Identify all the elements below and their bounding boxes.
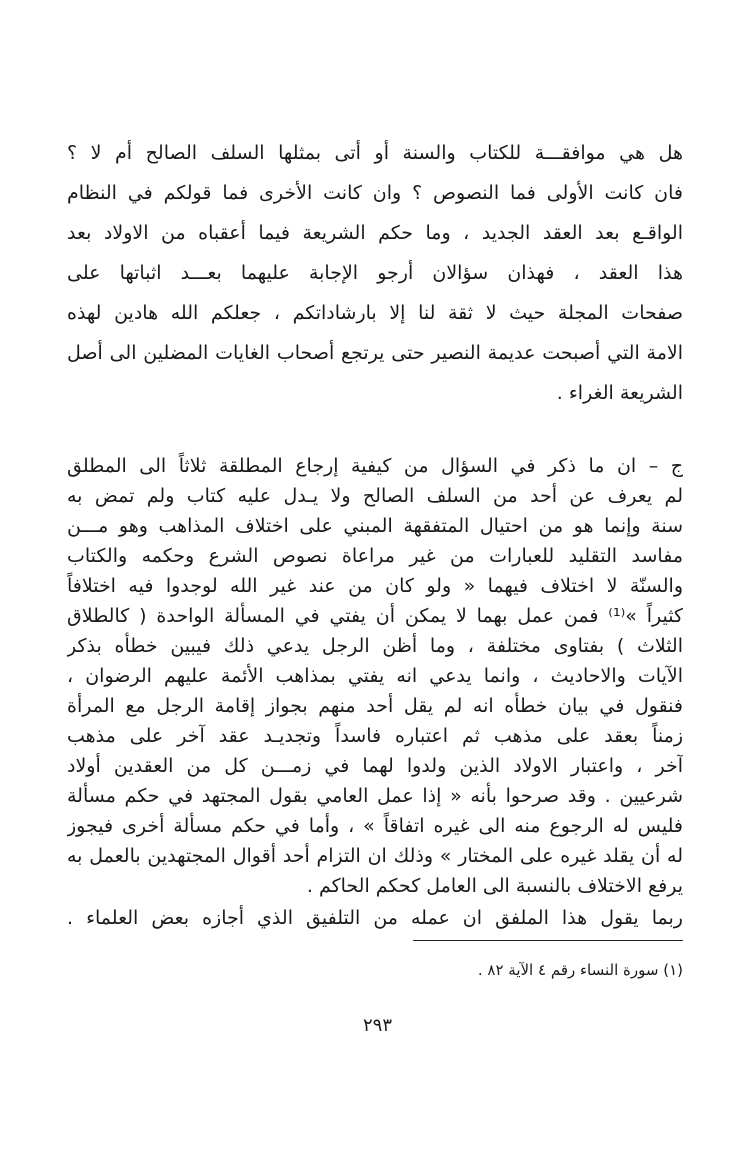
question-line: هل هي موافقـــة للكتاب والسنة أو أتى بمثلها السلف الصالح أم لا ؟ (67, 142, 683, 164)
answer-line: مفاسد التقليد للعبارات من غير مراعاة نصوص الشرع وحكمه والكتاب (67, 545, 683, 567)
answer-line: سنة وإنما هو من احتيال المتفقهة المبني على اختلاف المذاهب وهو مـــن (67, 515, 683, 537)
question-line: الامة التي أصبحت عديمة النصير حتى يرتجع أصحاب الغايات المضلين الى أصل (67, 342, 683, 364)
page-number: ٢٩٣ (362, 1015, 392, 1036)
answer-line: الآيات والاحاديث ، وانما يدعي انه يفتي بمذاهب الأئمة عليهم الرضوان ، (67, 665, 683, 687)
footnote-divider (413, 940, 683, 941)
question-line: فان كانت الأولى فما النصوص ؟ وان كانت الأخرى فما قولكم في النظام (67, 182, 683, 204)
closing-line: ربما يقول هذا الملفق ان عمله من التلفيق الذي أجازه بعض العلماء . (67, 907, 683, 929)
answer-line: ج – ان ما ذكر في السؤال من كيفية إرجاع المطلقة ثلاثاً الى المطلق (67, 455, 683, 477)
answer-line: زمناً بعقد على مذهب ثم اعتباره فاسداً وتجديـد عقد آخر على مذهب (67, 725, 683, 747)
question-line: هذا العقد ، فهذان سؤالان أرجو الإجابة عليهما بعـــد اثباتها على (67, 262, 683, 284)
answer-line: يرفع الاختلاف بالنسبة الى العامل كحكم الحاكم . (306, 875, 683, 897)
answer-line: فنقول في بيان خطأه انه لم يقل أحد منهم بجواز إقامة الرجل مع المرأة (67, 695, 683, 717)
answer-line: كثيراً »⁽¹⁾ فمن عمل بهما لا يمكن أن يفتي في المسألة الواحدة ( كالطلاق (67, 605, 683, 627)
answer-line: والسنّة لا اختلاف فيهما « ولو كان من عند غير الله لوجدوا فيه اختلافاً (67, 575, 683, 597)
answer-line: الثلاث ) بفتاوى مختلفة ، وما أظن الرجل يدعي ذلك فيبين خطأه بذكر (67, 635, 683, 657)
question-line: الشريعة الغراء . (556, 382, 683, 404)
footnote: (١) سورة النساء رقم ٤ الآية ٨٢ . (477, 961, 683, 979)
answer-line: شرعيين . وقد صرحوا بأنه « إذا عمل العامي بقول المجتهد في حكم مسألة (67, 785, 683, 807)
question-line: الواقـع بعد العقد الجديد ، وما حكم الشريعة فيما أعقباه من الاولاد بعد (67, 222, 683, 244)
question-line: صفحات المجلة حيث لا ثقة لنا إلا بارشاداتكم ، جعلكم الله هادين لهذه (67, 302, 683, 324)
answer-line: آخر ، واعتبار الاولاد الذين ولدوا لهما في زمـــن كل من العقدين أولاد (67, 755, 683, 777)
answer-line: له أن يقلد غيره على المختار » وذلك ان التزام أحد أقوال المجتهدين بالعمل به (67, 845, 683, 867)
answer-line: لم يعرف عن أحد من السلف الصالح ولا يـدل عليه كتاب ولم تمض به (67, 485, 683, 507)
answer-line: فليس له الرجوع منه الى غيره اتفاقاً » ، وأما في حكم مسألة أخرى فيجوز (67, 815, 683, 837)
